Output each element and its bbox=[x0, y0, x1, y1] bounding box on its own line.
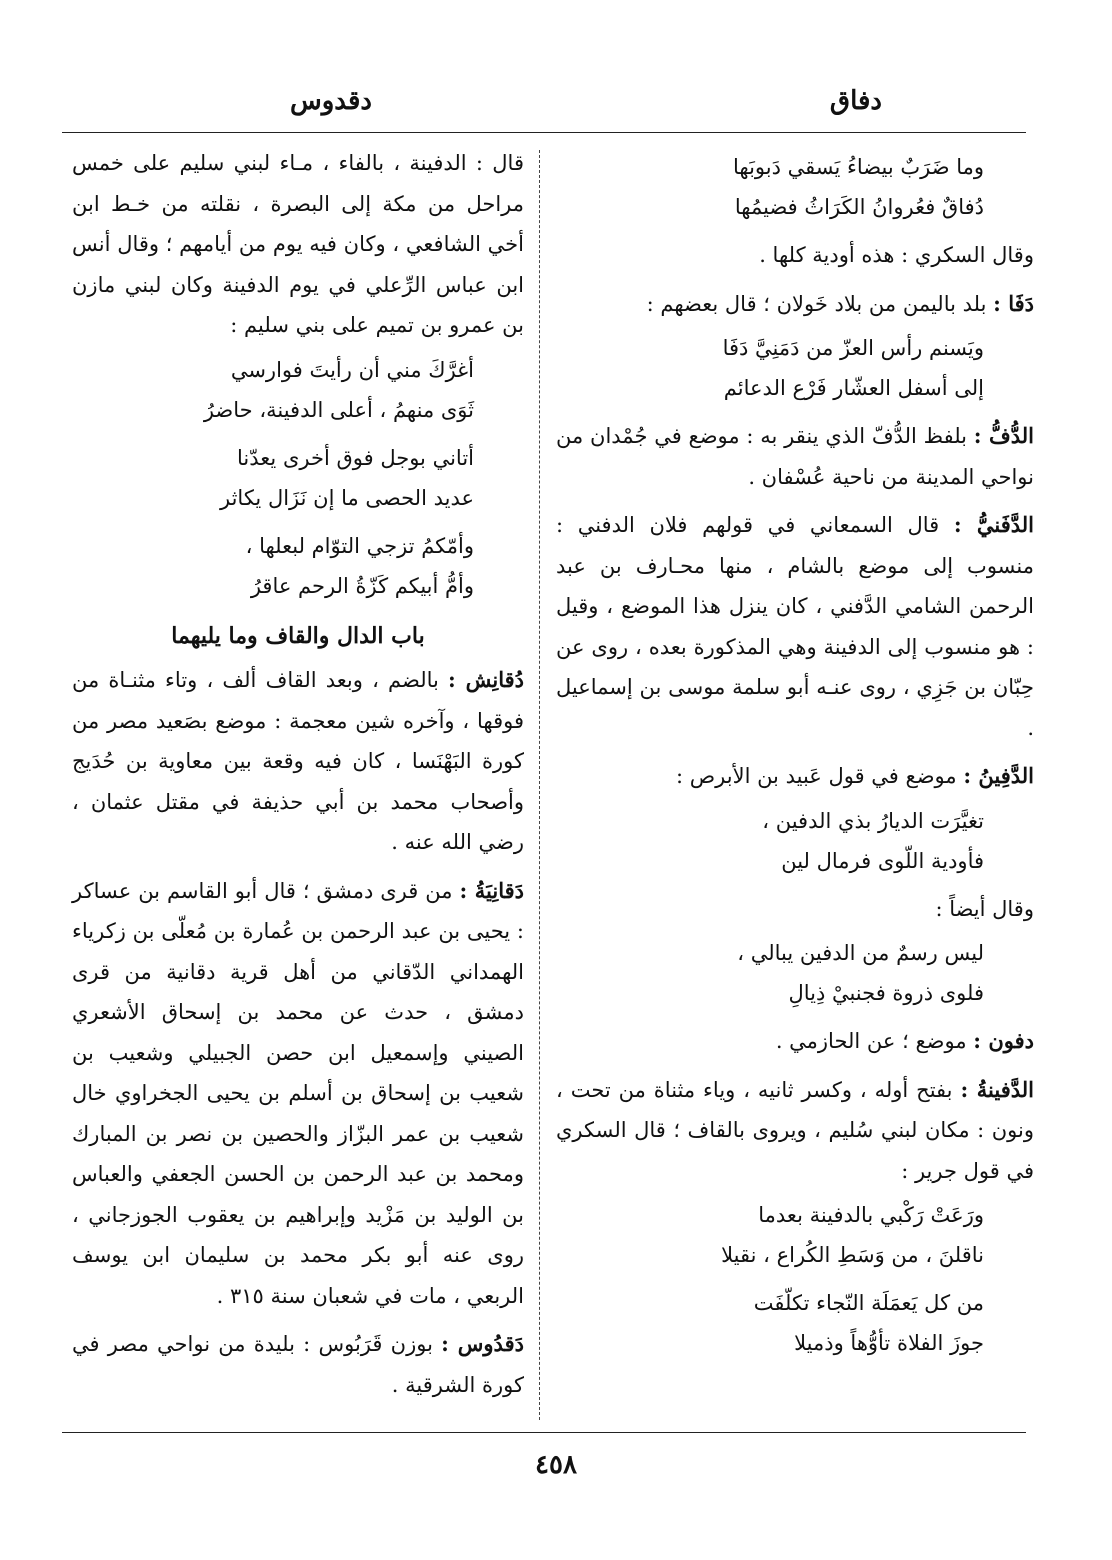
verse-line: ليس رسمٌ من الدفين يبالي ، bbox=[737, 941, 984, 965]
entry-headword: دَقدُوس : bbox=[441, 1331, 524, 1356]
verse bbox=[556, 147, 1034, 227]
paragraph: وقال السكري : هذه أودية كلها . bbox=[759, 243, 1034, 267]
entry-text: موضع في قول عَبيد بن الأبرص : bbox=[676, 764, 957, 788]
verse-line: دُفاقٌ فعُروانُ الكَرَاثُ فضيمُها bbox=[734, 195, 984, 219]
page-number: ٤٥٨ bbox=[535, 1450, 577, 1480]
verse-line: ويَسنم رأس العزّ من دَمَنِيَّ دَفَا bbox=[722, 336, 984, 360]
verse-line: فأودية اللّوى فرمال لين bbox=[781, 848, 984, 873]
verse-line: تغيَّرَت الديارُ بذي الدفين ، bbox=[762, 808, 984, 833]
verse bbox=[556, 1283, 1034, 1363]
entry-text: بوزن قَرَبُوس : بليدة من نواحي مصر في كورة الشرقية . bbox=[72, 1332, 524, 1397]
verse bbox=[72, 526, 524, 606]
entry-headword: دفون : bbox=[973, 1028, 1034, 1053]
verse-line: عديد الحصى ما إن نَزَال يكاثر bbox=[220, 485, 474, 510]
verse bbox=[556, 801, 1034, 881]
entry-headword: دُقانِش : bbox=[448, 667, 524, 692]
entry-dafa bbox=[556, 284, 1034, 325]
entry-headword: دَفَا : bbox=[993, 290, 1034, 316]
verse-line: أتاني بوجل فوق أخرى يعدّنا bbox=[237, 445, 474, 470]
paragraph: وقال أيضاً : bbox=[935, 896, 1034, 921]
verse bbox=[556, 328, 1034, 408]
verse bbox=[556, 933, 1034, 1013]
column-divider bbox=[539, 150, 540, 1420]
verse-line: ثَوَى منهمُ ، أعلى الدفينة، حاضرُ bbox=[203, 397, 474, 422]
verse-line: من كل يَعمَلَة النّجاء تكلّفَت bbox=[753, 1291, 984, 1315]
entry-daqaniya bbox=[72, 871, 524, 1317]
verse-line: فلوى ذروة فجنبيْ ذِيالِ bbox=[788, 981, 984, 1005]
entry-text: قال السمعاني في قولهم فلان الدفني : منسوب إلى موضع بالشام ، منها محـارف بن عبد الرحمن الشامي الدَّفني ، كان ينزل هذا الموضع ، وقيل : هو منسوب إلى الدفينة وهي المذكورة بعده ، روى عن حِبّان بن جَزِي ، روى عنـه أبو سلمة موسى بن إسماعيل . bbox=[556, 513, 1034, 740]
entry-al-dafin bbox=[556, 756, 1034, 797]
entry-text: من قرى دمشق ؛ قال أبو القاسم بن عساكر : يحيى بن عبد الرحمن بن عُمارة بن مُعلّى بن زكرياء الهمداني الدّقاني من أهل قرية دقانية من قرى دمشق ، حدث عن محمد بن إسحاق الأشعري الصيني وإسمعيل ابن حصن الجبيلي وشعيب بن شعيب بن إسحاق بن أسلم بن يحيى الجخراوي خال شعيب بن عمر البزّاز والحصين بن نصر بن المبارك ومحمد بن عبد الرحمن بن الحسن الجعفي والعباس بن الوليد بن مَزْيد وإبراهيم بن يعقوب الجوزجاني ، روى عنه أبو بكر محمد بن سليمان ابن يوسف الربعي ، مات في شعبان سنة ٣١٥ . bbox=[72, 878, 524, 1308]
verse-line: وما ضَرَبٌ بيضاءُ يَسقي دَبوبَها bbox=[732, 155, 984, 179]
entry-headword: الدَّفينةُ : bbox=[960, 1076, 1034, 1102]
verse bbox=[72, 350, 524, 430]
verse bbox=[72, 438, 524, 518]
verse-line: ورَعَتْ رَكْبي بالدفينة بعدما bbox=[758, 1203, 984, 1227]
left-column bbox=[72, 143, 524, 1405]
entry-duqanish bbox=[72, 660, 524, 863]
entry-al-duff bbox=[556, 416, 1034, 497]
header-right-title: دفاق bbox=[829, 86, 882, 116]
verse-line: وأمّكمُ تزجي التوّام لبعلها ، bbox=[245, 533, 474, 558]
verse-line: وأمُّ أبيكم كَزّةُ الرحم عاقرُ bbox=[250, 573, 474, 598]
entry-dufun bbox=[556, 1021, 1034, 1062]
verse-line: ناقلنَ ، من وَسَطِ الكُراع ، نقيلا bbox=[721, 1243, 984, 1267]
entry-text: موضع ؛ عن الحازمي . bbox=[775, 1029, 967, 1053]
verse-line: أغرَّكَ مني أن رأيتَ فوارسي bbox=[230, 357, 474, 382]
entry-headword: الدَّفِينُ : bbox=[963, 763, 1034, 788]
entry-text: بالضم ، وبعد القاف ألف ، وتاء مثنـاة من فوقها ، وآخره شين معجمة : موضع بصَعيد مصر من كورة البَهْنَسا ، كان فيه وقعة بين معاوية بن حُدَيج وأصحاب محمد بن أبي حذيفة في مقتل عثمان ، رضي الله عنه . bbox=[72, 668, 524, 854]
running-header bbox=[60, 78, 1052, 128]
verse bbox=[556, 1195, 1034, 1275]
section-heading: باب الدال والقاف وما يليهما bbox=[171, 622, 425, 649]
verse-line: جوزَ الفلاة تأوُّهاً وذميلا bbox=[794, 1331, 984, 1355]
entry-headword: دَقانِيَةُ : bbox=[459, 877, 524, 903]
entry-al-dafani bbox=[556, 505, 1034, 748]
entry-daqdus bbox=[72, 1324, 524, 1405]
entry-text: بفتح أوله ، وكسر ثانيه ، وياء مثناة من تحت ، ونون : مكان لبني سُليم ، ويروى بالقاف ؛ قال السكري في قول جرير : bbox=[556, 1077, 1034, 1183]
entry-text: بلد باليمن من بلاد خَولان ؛ قال بعضهم : bbox=[646, 291, 987, 316]
verse-line: إلى أسفل العشّار فَرْع الدعائم bbox=[723, 376, 984, 400]
entry-al-dafina bbox=[556, 1070, 1034, 1192]
header-left-title: دقدوس bbox=[290, 86, 372, 116]
bottom-rule bbox=[62, 1432, 1026, 1433]
entry-headword: الدُّفُّ : bbox=[973, 423, 1034, 448]
right-column bbox=[556, 143, 1034, 1371]
entry-text: بلفظ الدُّفّ الذي ينقر به : موضع في جُمْدان من نواحي المدينة من ناحية عُسْفان . bbox=[556, 424, 1034, 489]
entry-headword: الدَّفَنيُّ : bbox=[953, 512, 1034, 537]
paragraph: قال : الدفينة ، بالفاء ، مـاء لبني سليم على خمس مراحل من مكة إلى البصرة ، نقلته من خـط ابن أخي الشافعي ، وكان فيه يوم من أيامهم ؛ وقال أنس ابن عباس الرِّعلي في يوم الدفينة وكان لبني مازن بن عمرو بن تميم على بني سليم : bbox=[72, 151, 524, 337]
top-rule bbox=[62, 132, 1026, 133]
